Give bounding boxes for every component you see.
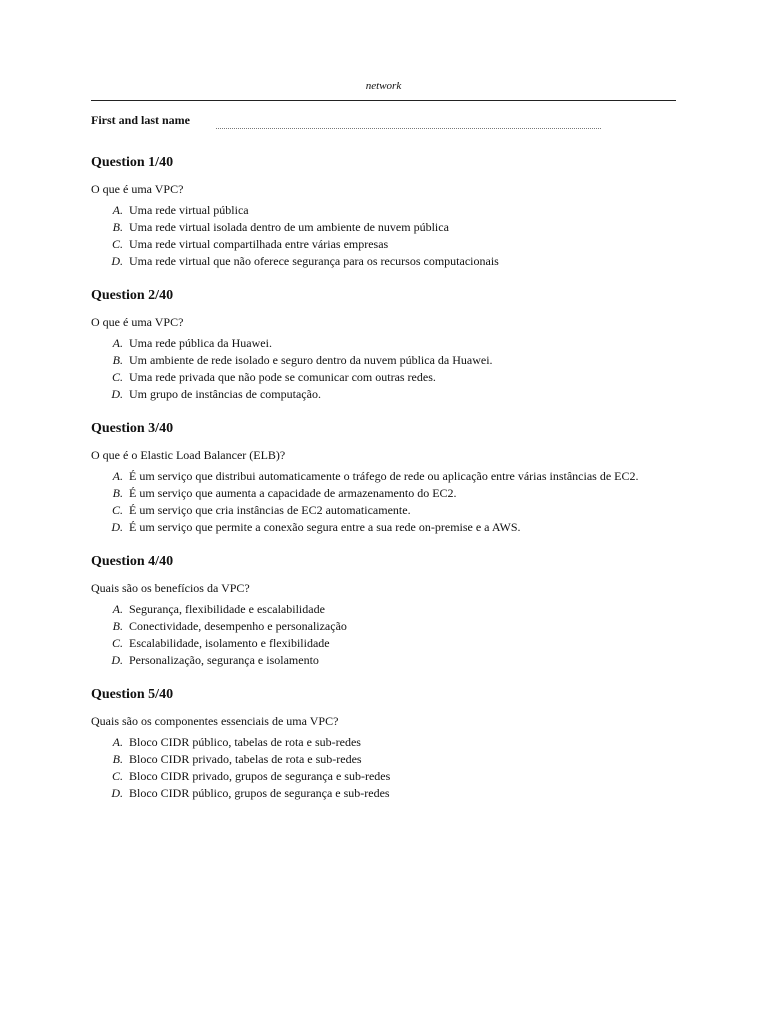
page-header-title: network <box>365 80 402 92</box>
option-letter: C. <box>111 370 123 384</box>
option-text: Um ambiente de rede isolado e seguro dentro da nuvem pública da Huawei. <box>129 353 493 367</box>
option-letter: B. <box>112 752 123 766</box>
option-list <box>91 601 676 669</box>
option-b <box>91 618 676 635</box>
name-field-label: First and last name <box>91 113 190 127</box>
option-letter: D. <box>111 520 123 534</box>
option-c <box>91 502 676 519</box>
option-letter: C. <box>111 237 123 251</box>
option-text: Conectividade, desempenho e personalização <box>129 619 347 633</box>
option-text: Uma rede privada que não pode se comunicar com outras redes. <box>129 370 436 384</box>
option-letter: B. <box>112 619 123 633</box>
option-letter: A. <box>112 602 123 616</box>
option-letter: C. <box>111 769 123 783</box>
option-d <box>91 785 676 802</box>
option-letter: C. <box>111 503 123 517</box>
option-letter: D. <box>111 387 123 401</box>
option-c <box>91 369 676 386</box>
option-list <box>91 734 676 802</box>
option-letter: A. <box>112 203 123 217</box>
option-d <box>91 386 676 403</box>
option-a <box>91 734 676 751</box>
question-1 <box>91 154 676 270</box>
option-text: Segurança, flexibilidade e escalabilidade <box>129 602 325 616</box>
option-text: Bloco CIDR privado, tabelas de rota e sub-redes <box>129 752 362 766</box>
option-text: Bloco CIDR público, grupos de segurança e sub-redes <box>129 786 390 800</box>
option-letter: B. <box>112 486 123 500</box>
option-text: É um serviço que aumenta a capacidade de armazenamento do EC2. <box>129 486 457 500</box>
question-4 <box>91 553 676 669</box>
option-text: Uma rede virtual compartilhada entre várias empresas <box>129 237 389 251</box>
question-5 <box>91 686 676 802</box>
option-a <box>91 468 676 485</box>
question-2 <box>91 287 676 403</box>
option-letter: D. <box>111 786 123 800</box>
question-text: O que é uma VPC? <box>91 182 184 196</box>
option-d <box>91 652 676 669</box>
question-title: Question 5/40 <box>91 687 174 702</box>
question-title: Question 1/40 <box>91 155 174 170</box>
name-field-line[interactable] <box>216 128 601 129</box>
option-list <box>91 335 676 403</box>
option-letter: B. <box>112 353 123 367</box>
option-letter: D. <box>111 254 123 268</box>
option-a <box>91 601 676 618</box>
header-divider <box>91 100 676 101</box>
question-title: Question 2/40 <box>91 288 174 303</box>
option-text: É um serviço que permite a conexão segura entre a sua rede on-premise e a AWS. <box>129 520 521 534</box>
question-3 <box>91 420 676 536</box>
question-text: Quais são os componentes essenciais de uma VPC? <box>91 714 339 728</box>
option-letter: A. <box>112 469 123 483</box>
option-a <box>91 335 676 352</box>
option-text: É um serviço que distribui automaticamente o tráfego de rede ou aplicação entre várias instâncias de EC2. <box>129 469 639 483</box>
option-text: É um serviço que cria instâncias de EC2 automaticamente. <box>129 503 411 517</box>
question-text: O que é o Elastic Load Balancer (ELB)? <box>91 448 286 462</box>
option-letter: A. <box>112 336 123 350</box>
option-list <box>91 202 676 270</box>
option-d <box>91 253 676 270</box>
option-text: Um grupo de instâncias de computação. <box>129 387 321 401</box>
option-c <box>91 768 676 785</box>
question-title: Question 4/40 <box>91 554 174 569</box>
question-text: O que é uma VPC? <box>91 315 184 329</box>
option-list <box>91 468 676 536</box>
name-field-row <box>91 113 676 133</box>
option-text: Escalabilidade, isolamento e flexibilidade <box>129 636 330 650</box>
option-c <box>91 236 676 253</box>
option-text: Uma rede pública da Huawei. <box>129 336 272 350</box>
option-text: Bloco CIDR público, tabelas de rota e sub-redes <box>129 735 361 749</box>
option-text: Uma rede virtual isolada dentro de um ambiente de nuvem pública <box>129 220 449 234</box>
option-letter: C. <box>111 636 123 650</box>
question-list <box>91 154 676 819</box>
option-a <box>91 202 676 219</box>
option-d <box>91 519 676 536</box>
option-letter: B. <box>112 220 123 234</box>
option-letter: A. <box>112 735 123 749</box>
option-text: Bloco CIDR privado, grupos de segurança e sub-redes <box>129 769 391 783</box>
option-text: Uma rede virtual pública <box>129 203 249 217</box>
option-b <box>91 485 676 502</box>
option-b <box>91 219 676 236</box>
option-b <box>91 352 676 369</box>
option-c <box>91 635 676 652</box>
option-text: Personalização, segurança e isolamento <box>129 653 319 667</box>
option-text: Uma rede virtual que não oferece segurança para os recursos computacionais <box>129 254 499 268</box>
question-title: Question 3/40 <box>91 421 174 436</box>
option-letter: D. <box>111 653 123 667</box>
option-b <box>91 751 676 768</box>
question-text: Quais são os benefícios da VPC? <box>91 581 250 595</box>
